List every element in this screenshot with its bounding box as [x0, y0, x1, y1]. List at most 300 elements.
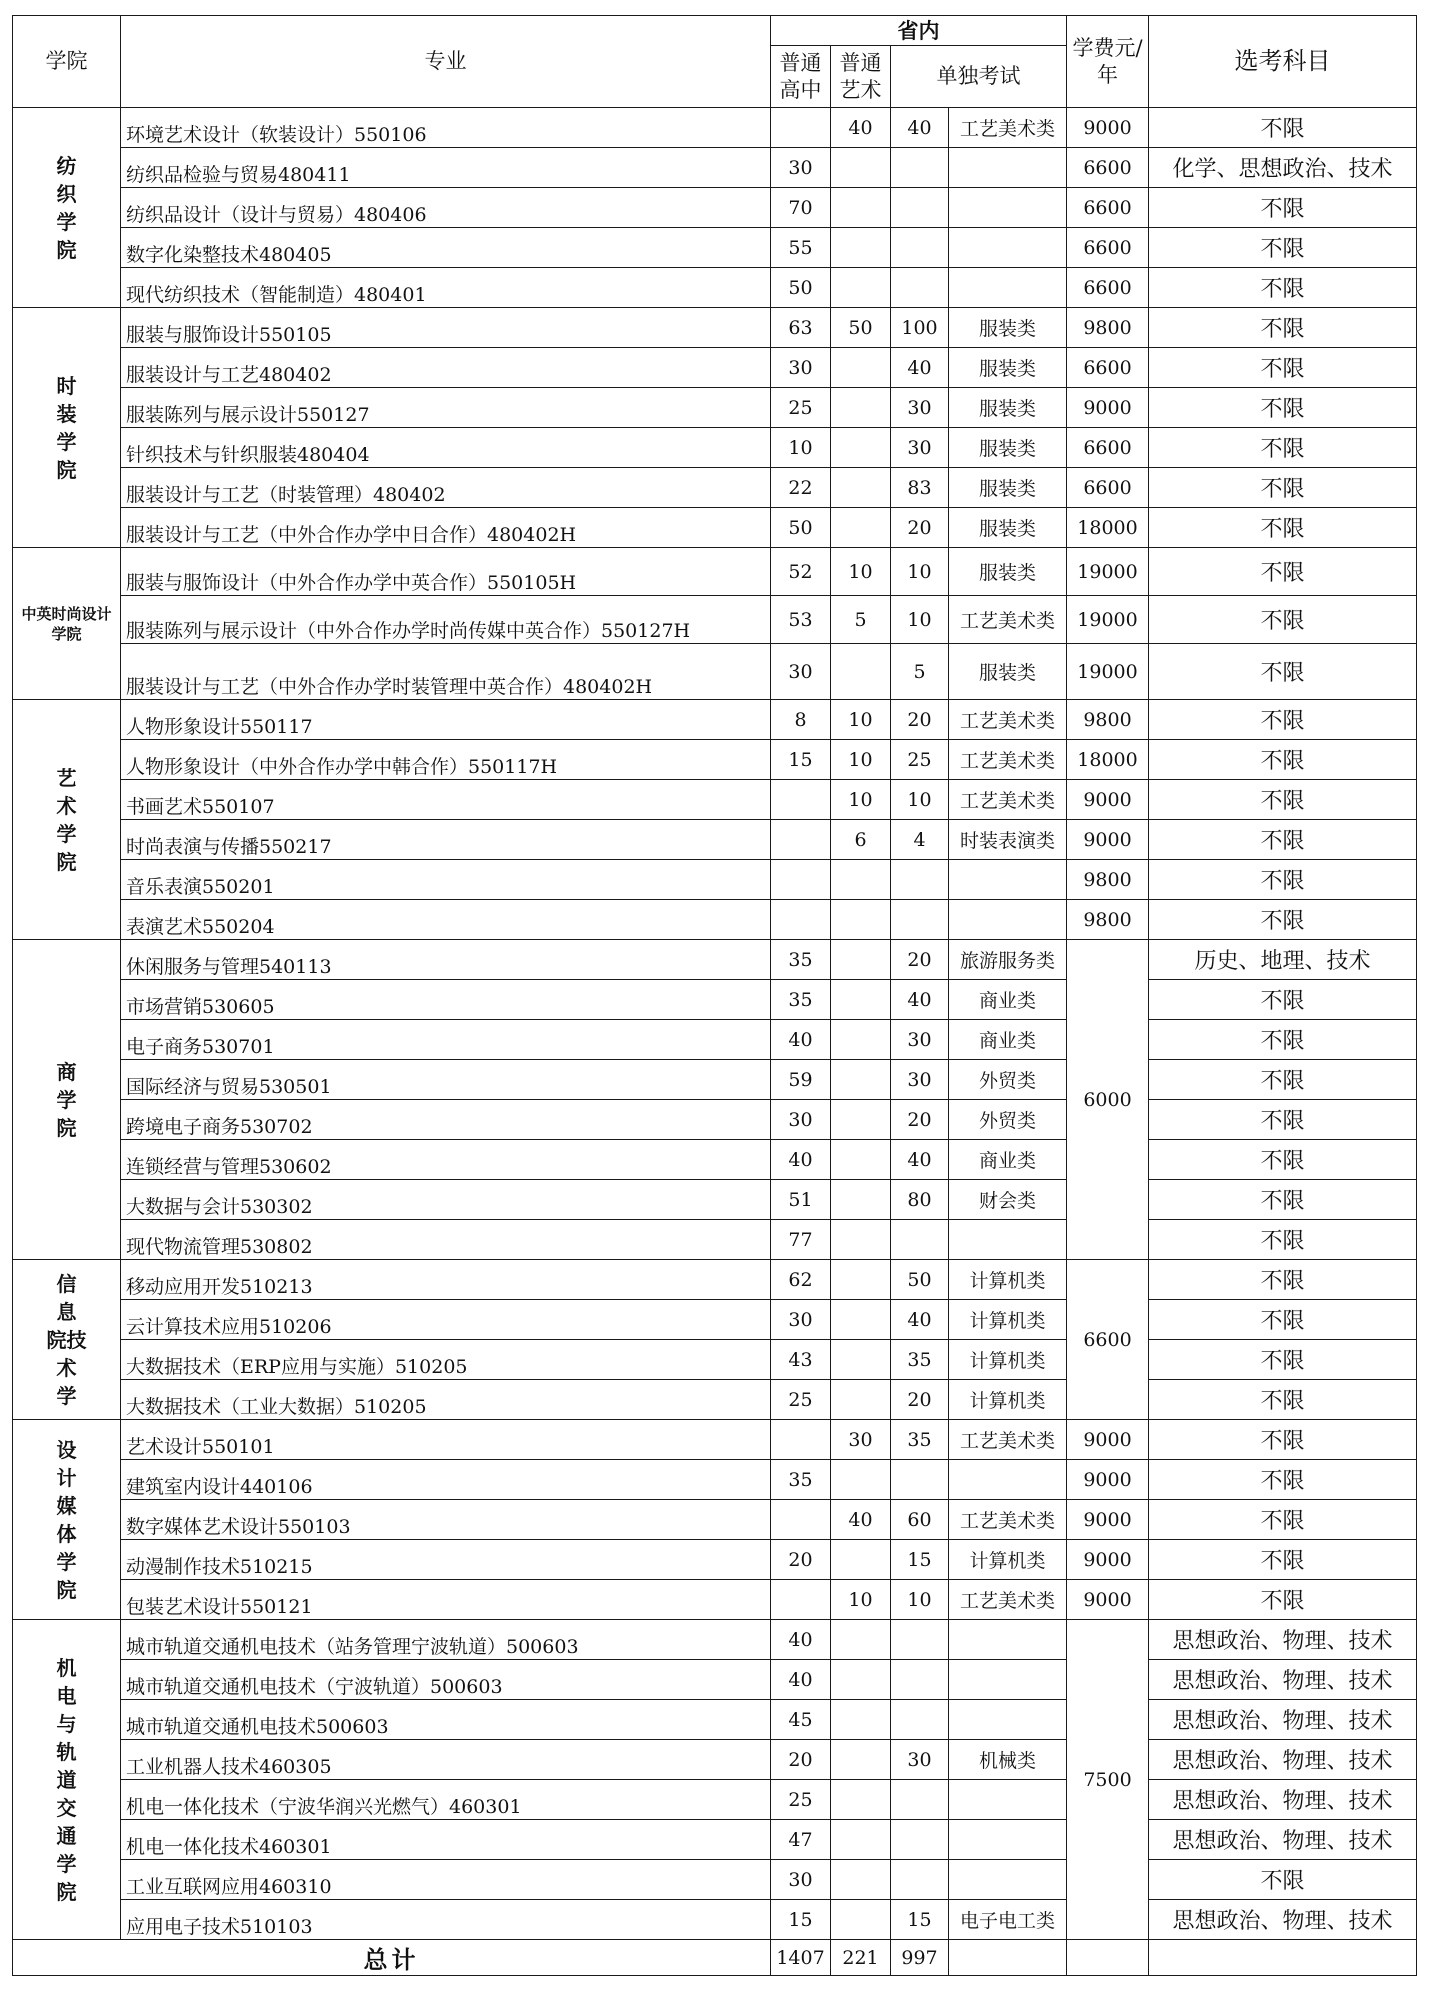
college-name-char: 织 [56, 181, 77, 206]
table-row [13, 388, 1417, 428]
college-name-cell [13, 308, 121, 548]
table-row [13, 1540, 1417, 1580]
major-name: 包装艺术设计550121 [121, 1580, 771, 1620]
single-exam-count: 40 [891, 1140, 949, 1180]
elective-subjects: 思想政治、物理、技术 [1149, 1740, 1417, 1780]
single-exam-count: 30 [891, 1740, 949, 1780]
single-exam-count: 10 [891, 1580, 949, 1620]
table-row [13, 1380, 1417, 1420]
single-exam-count: 10 [891, 780, 949, 820]
single-exam-category [949, 1820, 1067, 1860]
single-exam-category: 服装类 [949, 388, 1067, 428]
enrollment-plan-table [12, 15, 1417, 1976]
elective-subjects: 不限 [1149, 1140, 1417, 1180]
regular-hs-count [771, 1500, 831, 1540]
header-province: 省内 [771, 16, 1067, 46]
regular-hs-count: 30 [771, 644, 831, 700]
major-name: 服装设计与工艺（时装管理）480402 [121, 468, 771, 508]
elective-subjects: 不限 [1149, 780, 1417, 820]
regular-art-count: 30 [831, 1420, 891, 1460]
major-name: 人物形象设计（中外合作办学中韩合作）550117H [121, 740, 771, 780]
table-row [13, 1220, 1417, 1260]
single-exam-category [949, 1660, 1067, 1700]
regular-hs-count: 25 [771, 1780, 831, 1820]
elective-subjects: 不限 [1149, 1300, 1417, 1340]
table-row [13, 1060, 1417, 1100]
elective-subjects: 不限 [1149, 348, 1417, 388]
major-name: 服装陈列与展示设计（中外合作办学时尚传媒中英合作）550127H [121, 596, 771, 644]
regular-art-count [831, 1820, 891, 1860]
single-exam-category: 服装类 [949, 548, 1067, 596]
table-row [13, 1460, 1417, 1500]
elective-subjects: 不限 [1149, 596, 1417, 644]
tuition-fee: 9800 [1067, 700, 1149, 740]
college-name-char: 院 [56, 1115, 77, 1140]
elective-subjects: 不限 [1149, 860, 1417, 900]
college-name-cell [13, 940, 121, 1260]
major-name: 服装陈列与展示设计550127 [121, 388, 771, 428]
regular-art-count [831, 1140, 891, 1180]
regular-hs-count: 45 [771, 1700, 831, 1740]
single-exam-category [949, 148, 1067, 188]
elective-subjects: 不限 [1149, 228, 1417, 268]
single-exam-count: 30 [891, 1020, 949, 1060]
college-name-char: 与 [56, 1711, 77, 1736]
college-name-char: 艺 [56, 765, 77, 790]
single-exam-category [949, 1220, 1067, 1260]
regular-hs-count: 35 [771, 980, 831, 1020]
regular-hs-count: 30 [771, 348, 831, 388]
college-name-char: 院 [56, 1879, 77, 1904]
tuition-fee: 6600 [1067, 228, 1149, 268]
regular-hs-count [771, 1580, 831, 1620]
elective-subjects: 不限 [1149, 428, 1417, 468]
single-exam-count: 30 [891, 1060, 949, 1100]
regular-hs-count: 25 [771, 388, 831, 428]
single-exam-count: 25 [891, 740, 949, 780]
table-row [13, 940, 1417, 980]
single-exam-category: 机械类 [949, 1740, 1067, 1780]
regular-hs-count: 15 [771, 740, 831, 780]
table-row [13, 1580, 1417, 1620]
single-exam-count: 80 [891, 1180, 949, 1220]
elective-subjects: 不限 [1149, 308, 1417, 348]
table-row [13, 700, 1417, 740]
elective-subjects: 不限 [1149, 1540, 1417, 1580]
header-regular-art-text: 普通艺术 [839, 50, 882, 102]
elective-subjects: 思想政治、物理、技术 [1149, 1900, 1417, 1940]
elective-subjects: 不限 [1149, 1180, 1417, 1220]
college-name-char: 术 [56, 793, 77, 818]
college-name-char: 学 [56, 209, 77, 234]
table-row [13, 228, 1417, 268]
major-name: 移动应用开发510213 [121, 1260, 771, 1300]
regular-art-count: 50 [831, 308, 891, 348]
header-college: 学院 [13, 16, 121, 108]
regular-art-count [831, 508, 891, 548]
regular-art-count [831, 388, 891, 428]
regular-hs-count: 62 [771, 1260, 831, 1300]
single-exam-category [949, 268, 1067, 308]
single-exam-count: 60 [891, 1500, 949, 1540]
regular-hs-count: 30 [771, 1860, 831, 1900]
tuition-fee: 9000 [1067, 388, 1149, 428]
elective-subjects: 不限 [1149, 1260, 1417, 1300]
college-name-cell [13, 1260, 121, 1420]
regular-art-count [831, 428, 891, 468]
regular-hs-count [771, 820, 831, 860]
major-name: 机电一体化技术（宁波华润兴光燃气）460301 [121, 1780, 771, 1820]
header-regular-hs-text: 普通高中 [779, 50, 822, 102]
elective-subjects: 不限 [1149, 1100, 1417, 1140]
table-row [13, 108, 1417, 148]
college-name-char: 设 [56, 1437, 77, 1462]
single-exam-category: 工艺美术类 [949, 1500, 1067, 1540]
major-name: 云计算技术应用510206 [121, 1300, 771, 1340]
major-name: 现代物流管理530802 [121, 1220, 771, 1260]
regular-art-count [831, 1620, 891, 1660]
regular-hs-count: 52 [771, 548, 831, 596]
college-name-char: 交 [56, 1795, 77, 1820]
single-exam-category: 电子电工类 [949, 1900, 1067, 1940]
regular-hs-count: 20 [771, 1540, 831, 1580]
regular-hs-count: 30 [771, 1100, 831, 1140]
regular-hs-count [771, 860, 831, 900]
regular-hs-count [771, 1420, 831, 1460]
college-name-char: 学 [56, 1087, 77, 1112]
total-subjects-empty [1149, 1940, 1417, 1976]
single-exam-count [891, 1220, 949, 1260]
college-name-cell [13, 700, 121, 940]
regular-hs-count: 35 [771, 1460, 831, 1500]
major-name: 动漫制作技术510215 [121, 1540, 771, 1580]
regular-art-count [831, 1540, 891, 1580]
college-name-char: 电 [56, 1683, 77, 1708]
elective-subjects: 不限 [1149, 1860, 1417, 1900]
college-name-char: 学 [56, 821, 77, 846]
regular-hs-count: 55 [771, 228, 831, 268]
regular-art-count [831, 1380, 891, 1420]
table-row [13, 780, 1417, 820]
header-regular-art [831, 46, 891, 108]
header-subjects: 选考科目 [1149, 16, 1417, 108]
single-exam-count: 83 [891, 468, 949, 508]
regular-hs-count: 70 [771, 188, 831, 228]
single-exam-category [949, 1700, 1067, 1740]
regular-art-count [831, 1780, 891, 1820]
elective-subjects: 思想政治、物理、技术 [1149, 1660, 1417, 1700]
total-fee-empty [1067, 1940, 1149, 1976]
major-name: 电子商务530701 [121, 1020, 771, 1060]
regular-hs-count [771, 780, 831, 820]
single-exam-category: 外贸类 [949, 1060, 1067, 1100]
table-row [13, 348, 1417, 388]
table-row [13, 820, 1417, 860]
single-exam-count [891, 1460, 949, 1500]
single-exam-category: 计算机类 [949, 1260, 1067, 1300]
single-exam-category: 财会类 [949, 1180, 1067, 1220]
single-exam-count: 15 [891, 1900, 949, 1940]
table-row [13, 1260, 1417, 1300]
elective-subjects: 不限 [1149, 1060, 1417, 1100]
major-name: 现代纺织技术（智能制造）480401 [121, 268, 771, 308]
elective-subjects: 不限 [1149, 388, 1417, 428]
college-name-char: 院 [56, 237, 77, 262]
tuition-fee: 9800 [1067, 308, 1149, 348]
regular-art-count [831, 1220, 891, 1260]
regular-hs-count: 40 [771, 1660, 831, 1700]
elective-subjects: 思想政治、物理、技术 [1149, 1780, 1417, 1820]
single-exam-count [891, 188, 949, 228]
single-exam-category [949, 188, 1067, 228]
regular-hs-count: 22 [771, 468, 831, 508]
table-row [13, 188, 1417, 228]
single-exam-count [891, 1780, 949, 1820]
major-name: 人物形象设计550117 [121, 700, 771, 740]
regular-hs-count: 47 [771, 1820, 831, 1860]
single-exam-category: 计算机类 [949, 1340, 1067, 1380]
table-row [13, 1300, 1417, 1340]
single-exam-category: 外贸类 [949, 1100, 1067, 1140]
single-exam-count [891, 1700, 949, 1740]
major-name: 时尚表演与传播550217 [121, 820, 771, 860]
single-exam-count: 100 [891, 308, 949, 348]
elective-subjects: 不限 [1149, 644, 1417, 700]
major-name: 表演艺术550204 [121, 900, 771, 940]
college-name-char: 信 [56, 1271, 77, 1296]
major-name: 数字媒体艺术设计550103 [121, 1500, 771, 1540]
table-row [13, 308, 1417, 348]
elective-subjects: 不限 [1149, 1580, 1417, 1620]
single-exam-category: 工艺美术类 [949, 700, 1067, 740]
regular-hs-count: 35 [771, 940, 831, 980]
regular-art-count [831, 644, 891, 700]
table-body [13, 108, 1417, 1976]
table-row [13, 1780, 1417, 1820]
single-exam-category: 服装类 [949, 428, 1067, 468]
single-exam-count: 15 [891, 1540, 949, 1580]
elective-subjects: 不限 [1149, 1420, 1417, 1460]
elective-subjects: 思想政治、物理、技术 [1149, 1700, 1417, 1740]
tuition-fee: 9800 [1067, 860, 1149, 900]
total-row [13, 1940, 1417, 1976]
regular-art-count [831, 900, 891, 940]
elective-subjects: 不限 [1149, 900, 1417, 940]
single-exam-count [891, 1860, 949, 1900]
header-single-exam: 单独考试 [891, 46, 1067, 108]
regular-art-count [831, 348, 891, 388]
college-name-char: 院技 [46, 1327, 87, 1352]
regular-hs-count: 40 [771, 1140, 831, 1180]
elective-subjects: 不限 [1149, 820, 1417, 860]
regular-art-count [831, 860, 891, 900]
college-name-char: 媒 [56, 1493, 77, 1518]
single-exam-category: 服装类 [949, 644, 1067, 700]
regular-art-count: 40 [831, 108, 891, 148]
table-row [13, 268, 1417, 308]
regular-hs-count: 25 [771, 1380, 831, 1420]
regular-art-count [831, 268, 891, 308]
college-name-char: 商 [56, 1059, 77, 1084]
regular-hs-count: 63 [771, 308, 831, 348]
regular-art-count [831, 1300, 891, 1340]
elective-subjects: 不限 [1149, 1460, 1417, 1500]
table-row [13, 740, 1417, 780]
regular-hs-count: 15 [771, 1900, 831, 1940]
single-exam-count: 40 [891, 108, 949, 148]
major-name: 大数据与会计530302 [121, 1180, 771, 1220]
single-exam-count [891, 1660, 949, 1700]
table-row [13, 1340, 1417, 1380]
tuition-fee: 6600 [1067, 188, 1149, 228]
regular-hs-count [771, 108, 831, 148]
college-name-char: 院 [56, 457, 77, 482]
table-row [13, 644, 1417, 700]
regular-hs-count: 20 [771, 1740, 831, 1780]
table-row [13, 860, 1417, 900]
table-row [13, 1900, 1417, 1940]
college-name-char: 学 [56, 1851, 77, 1876]
single-exam-count: 30 [891, 428, 949, 468]
table-row [13, 1740, 1417, 1780]
regular-hs-count: 50 [771, 268, 831, 308]
total-regular-hs: 1407 [771, 1940, 831, 1976]
tuition-fee: 6600 [1067, 428, 1149, 468]
single-exam-category: 服装类 [949, 308, 1067, 348]
major-name: 纺织品设计（设计与贸易）480406 [121, 188, 771, 228]
college-name-cell [13, 548, 121, 700]
elective-subjects: 不限 [1149, 188, 1417, 228]
single-exam-category: 工艺美术类 [949, 780, 1067, 820]
tuition-fee: 9800 [1067, 900, 1149, 940]
single-exam-category: 商业类 [949, 1020, 1067, 1060]
single-exam-count [891, 1820, 949, 1860]
regular-hs-count: 77 [771, 1220, 831, 1260]
table-row [13, 900, 1417, 940]
table-row [13, 980, 1417, 1020]
college-name-char: 学 [56, 429, 77, 454]
table-row [13, 1500, 1417, 1540]
elective-subjects: 不限 [1149, 1220, 1417, 1260]
single-exam-count [891, 1620, 949, 1660]
single-exam-count: 20 [891, 1100, 949, 1140]
elective-subjects: 不限 [1149, 1020, 1417, 1060]
college-name-char: 息 [56, 1299, 77, 1324]
tuition-fee: 6600 [1067, 468, 1149, 508]
major-name: 数字化染整技术480405 [121, 228, 771, 268]
header-regular-hs [771, 46, 831, 108]
single-exam-category: 服装类 [949, 468, 1067, 508]
regular-art-count [831, 1260, 891, 1300]
single-exam-count: 20 [891, 1380, 949, 1420]
regular-hs-count: 8 [771, 700, 831, 740]
single-exam-count: 20 [891, 508, 949, 548]
regular-hs-count: 51 [771, 1180, 831, 1220]
elective-subjects: 不限 [1149, 468, 1417, 508]
major-name: 连锁经营与管理530602 [121, 1140, 771, 1180]
tuition-fee: 6000 [1067, 940, 1149, 1260]
regular-art-count: 10 [831, 780, 891, 820]
single-exam-count: 20 [891, 700, 949, 740]
major-name: 音乐表演550201 [121, 860, 771, 900]
college-name-char: 计 [56, 1465, 77, 1490]
single-exam-category: 计算机类 [949, 1540, 1067, 1580]
major-name: 服装设计与工艺480402 [121, 348, 771, 388]
single-exam-count: 40 [891, 980, 949, 1020]
regular-art-count [831, 1020, 891, 1060]
table-row [13, 468, 1417, 508]
college-name-cell [13, 1620, 121, 1940]
college-name-char: 时 [56, 373, 77, 398]
tuition-fee: 6600 [1067, 1260, 1149, 1420]
single-exam-category: 工艺美术类 [949, 740, 1067, 780]
single-exam-category [949, 1620, 1067, 1660]
single-exam-count: 30 [891, 388, 949, 428]
major-name: 服装设计与工艺（中外合作办学时装管理中英合作）480402H [121, 644, 771, 700]
elective-subjects: 不限 [1149, 1340, 1417, 1380]
regular-art-count [831, 1060, 891, 1100]
regular-art-count: 10 [831, 700, 891, 740]
tuition-fee: 19000 [1067, 596, 1149, 644]
regular-art-count [831, 980, 891, 1020]
table-row [13, 428, 1417, 468]
single-exam-category: 商业类 [949, 1140, 1067, 1180]
major-name: 纺织品检验与贸易480411 [121, 148, 771, 188]
table-row [13, 1700, 1417, 1740]
major-name: 休闲服务与管理540113 [121, 940, 771, 980]
major-name: 针织技术与针织服装480404 [121, 428, 771, 468]
total-single-exam: 997 [891, 1940, 949, 1976]
tuition-fee: 6600 [1067, 268, 1149, 308]
regular-art-count: 40 [831, 1500, 891, 1540]
tuition-fee: 9000 [1067, 820, 1149, 860]
regular-hs-count: 50 [771, 508, 831, 548]
single-exam-category: 计算机类 [949, 1300, 1067, 1340]
college-name-char: 院 [56, 849, 77, 874]
major-name: 服装与服饰设计550105 [121, 308, 771, 348]
college-name-cell [13, 1420, 121, 1620]
regular-art-count [831, 1100, 891, 1140]
single-exam-category: 计算机类 [949, 1380, 1067, 1420]
regular-art-count [831, 1740, 891, 1780]
regular-art-count: 5 [831, 596, 891, 644]
table-row [13, 1020, 1417, 1060]
major-name: 服装与服饰设计（中外合作办学中英合作）550105H [121, 548, 771, 596]
single-exam-count: 5 [891, 644, 949, 700]
regular-hs-count: 30 [771, 1300, 831, 1340]
elective-subjects: 思想政治、物理、技术 [1149, 1620, 1417, 1660]
single-exam-category [949, 1860, 1067, 1900]
regular-art-count [831, 1860, 891, 1900]
table-row [13, 1820, 1417, 1860]
regular-art-count [831, 1340, 891, 1380]
single-exam-category: 工艺美术类 [949, 1580, 1067, 1620]
elective-subjects: 历史、地理、技术 [1149, 940, 1417, 980]
single-exam-count [891, 268, 949, 308]
tuition-fee: 18000 [1067, 740, 1149, 780]
elective-subjects: 不限 [1149, 740, 1417, 780]
regular-art-count [831, 1460, 891, 1500]
header-major: 专业 [121, 16, 771, 108]
single-exam-count: 35 [891, 1420, 949, 1460]
major-name: 跨境电子商务530702 [121, 1100, 771, 1140]
tuition-fee: 9000 [1067, 1500, 1149, 1540]
college-name-char: 通 [56, 1823, 77, 1848]
major-name: 建筑室内设计440106 [121, 1460, 771, 1500]
single-exam-count: 35 [891, 1340, 949, 1380]
major-name: 服装设计与工艺（中外合作办学中日合作）480402H [121, 508, 771, 548]
elective-subjects: 不限 [1149, 508, 1417, 548]
